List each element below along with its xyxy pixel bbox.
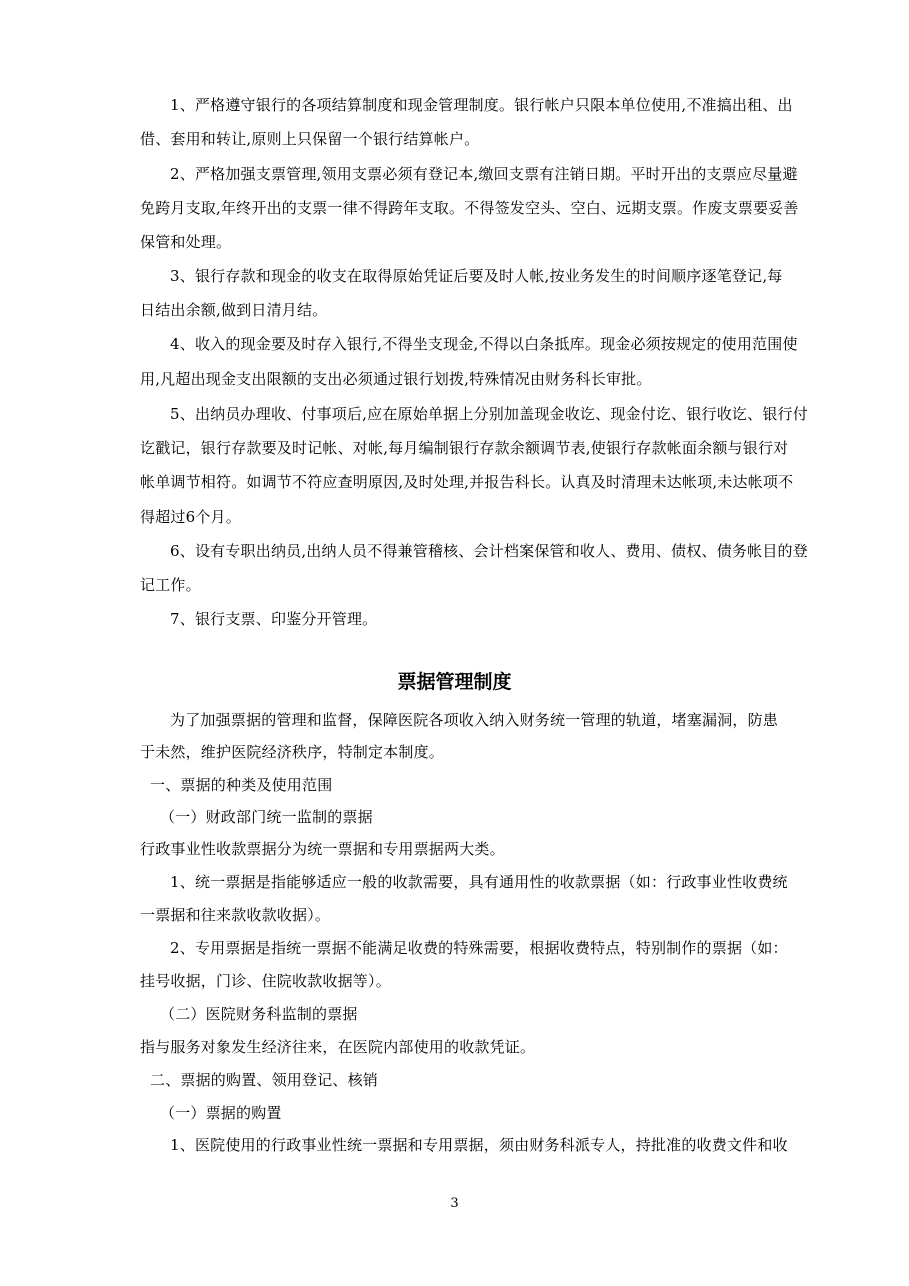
unified-bill-line-1: 1、统一票据是指能够适应一般的收款需要，具有通用性的收款票据（如：行政事业性收费统	[170, 873, 788, 891]
rule-1-line-1: 1、严格遵守银行的各项结算制度和现金管理制度。银行帐户只限本单位使用,不准搞出租、出	[170, 96, 793, 114]
rule-3-line-1: 3、银行存款和现金的收支在取得原始凭证后要及时人帐,按业务发生的时间顺序逐笔登记,每	[170, 267, 783, 285]
rule-2-line-1: 2、严格加强支票管理,领用支票必须有登记本,缴回支票有注销日期。平时开出的支票应尽量避	[170, 165, 798, 183]
rule-2-line-3: 保管和处理。	[140, 233, 232, 251]
rule-4-line-2: 用,凡超出现金支出限额的支出必须通过银行划拨,特殊情况由财务科长审批。	[140, 370, 652, 388]
rule-2-line-2: 免跨月支取,年终开出的支票一律不得跨年支取。不得签发空头、空白、远期支票。作废支票要妥善	[140, 199, 799, 217]
section-title: 票据管理制度	[397, 671, 512, 693]
rule-6-line-1: 6、设有专职出纳员,出纳人员不得兼管稽核、会计档案保管和收人、费用、债权、债务帐目的登	[170, 542, 808, 560]
rule-6-line-2: 记工作。	[140, 576, 201, 594]
unified-bill-line-2: 一票据和往来款收款收据）。	[140, 906, 331, 924]
intro-line-2: 于未然，维护医院经济秩序，特制定本制度。	[140, 743, 445, 761]
special-bill-line-1: 2、专用票据是指统一票据不能满足收费的特殊需要，根据收费特点，特别制作的票据（如：	[170, 939, 788, 957]
rule-5-line-1: 5、出纳员办理收、付事项后,应在原始单据上分别加盖现金收讫、现金付讫、银行收讫、银行付	[170, 405, 808, 423]
purchase-rule-line-1: 1、医院使用的行政事业性统一票据和专用票据，须由财务科派专人，持批准的收费文件和收	[170, 1136, 788, 1154]
rule-1-line-2: 借、套用和转让,原则上只保留一个银行结算帐户。	[140, 130, 480, 148]
subheading-bill-purchase: （一）票据的购置	[160, 1104, 282, 1122]
subheading-hospital-finance-bills: （二）医院财务科监制的票据	[160, 1005, 358, 1023]
heading-purchase-registration-writeoff: 二、票据的购置、领用登记、核销	[150, 1071, 379, 1089]
intro-line-1: 为了加强票据的管理和监督，保障医院各项收入纳入财务统一管理的轨道，堵塞漏洞，防患	[170, 711, 779, 729]
bill-categories-line: 行政事业性收款票据分为统一票据和专用票据两大类。	[140, 840, 505, 858]
rule-5-line-2: 讫戳记，银行存款要及时记帐、对帐,每月编制银行存款余额调节表,使银行存款帐面余额与银行对	[140, 439, 789, 457]
rule-3-line-2: 日结出余额,做到日清月结。	[140, 301, 328, 319]
heading-types-and-scope: 一、票据的种类及使用范围	[150, 776, 333, 794]
special-bill-line-2: 挂号收据，门诊、住院收款收据等）。	[140, 972, 391, 990]
rule-4-line-1: 4、收入的现金要及时存入银行,不得坐支现金,不得以白条抵库。现金必须按规定的使用范围使	[170, 335, 798, 353]
page-number: 3	[450, 1196, 459, 1211]
rule-5-line-3: 帐单调节相符。如调节不符应查明原因,及时处理,并报告科长。认真及时清理未达帐项,未达帐项不	[140, 473, 794, 491]
subheading-finance-dept-bills: （一）财政部门统一监制的票据	[160, 808, 373, 826]
rule-7-line-1: 7、银行支票、印鉴分开管理。	[170, 610, 378, 628]
rule-5-line-4: 得超过6个月。	[140, 508, 241, 526]
internal-receipt-line: 指与服务对象发生经济往来，在医院内部使用的收款凭证。	[140, 1038, 536, 1056]
